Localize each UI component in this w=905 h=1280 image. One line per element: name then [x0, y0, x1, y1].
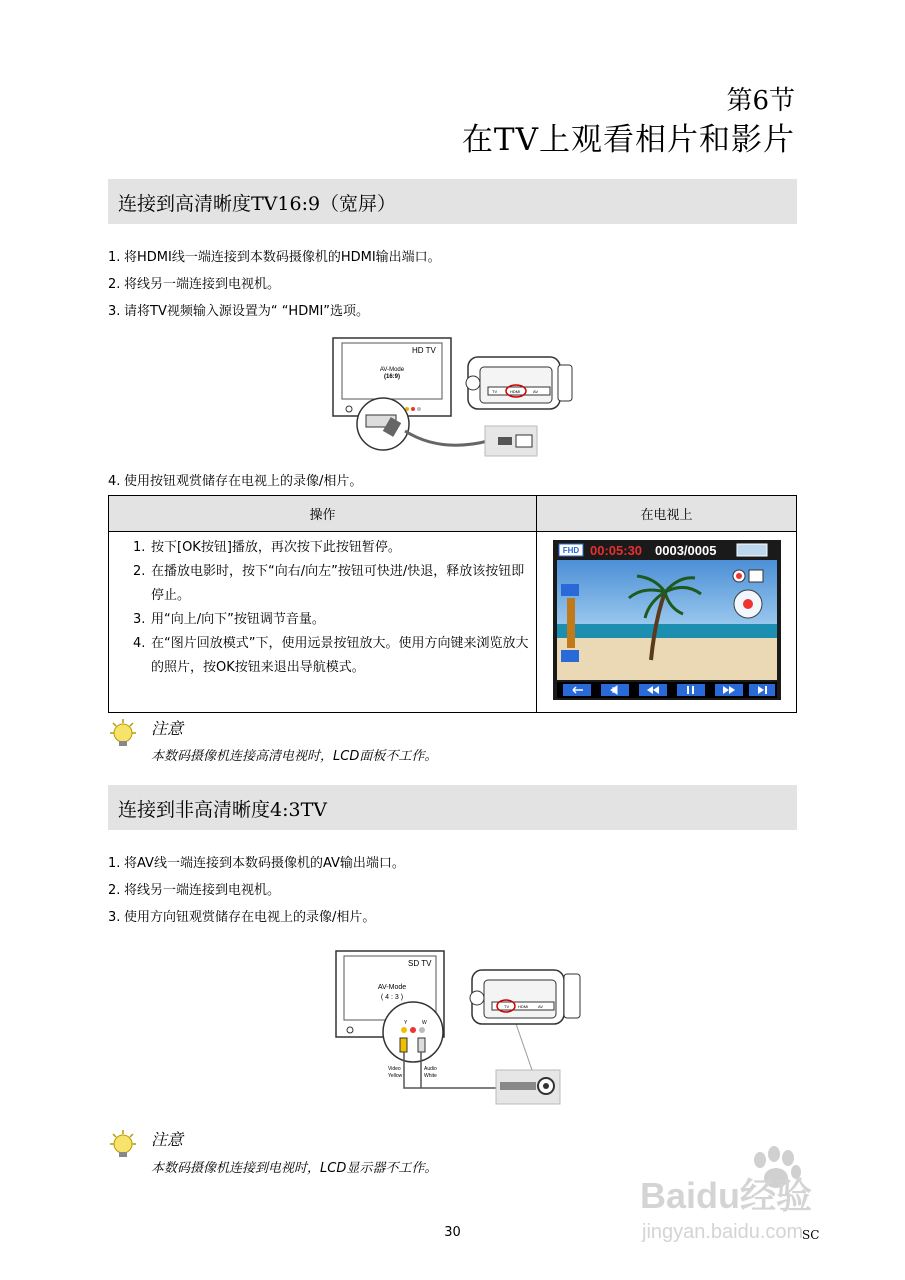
note-text: 本数码摄像机连接高清电视时，LCD面板不工作。 [151, 749, 438, 764]
section-heading-sdtv [108, 785, 797, 830]
step-2: 2. 将线另一端连接到电视机。 [108, 277, 281, 292]
hdmi-connection-diagram [330, 335, 580, 460]
section-title: 连接到非高清晰度4:3TV [118, 799, 327, 821]
step-3: 3. 使用方向钮观赏储存在电视上的录像/相片。 [108, 910, 376, 925]
file-counter: 0003/0005 [654, 543, 716, 558]
av-ratio-text: ( 4 : 3 ) [380, 994, 404, 1001]
svg-text:TV: TV [492, 389, 498, 394]
svg-text:AV: AV [533, 389, 539, 394]
step-4: 4. 使用按钮观赏储存在电视上的录像/相片。 [108, 474, 363, 489]
tv-label: HD TV [412, 346, 436, 355]
svg-text:AV: AV [538, 1004, 544, 1009]
section-heading-hdtv [108, 179, 797, 224]
tv-label: SD TV [408, 959, 432, 968]
col-header-ops: 操作 [109, 496, 537, 532]
note-label: 注意 [151, 719, 184, 738]
step-1: 1. 将AV线一端连接到本数码摄像机的AV输出端口。 [108, 856, 405, 871]
svg-text:Audio: Audio [424, 1066, 437, 1072]
op-item: 2. 在播放电影时，按下“向右/向左”按钮可快进/快退，释放该按钮即停止。 [133, 564, 525, 603]
ops-cell [109, 532, 537, 713]
fhd-badge: FHD [562, 546, 579, 555]
svg-text:Video: Video [388, 1066, 401, 1072]
language-code: SC [802, 1228, 820, 1242]
section-title: 连接到高清晰度TV16:9（宽屏） [118, 193, 397, 215]
note-text: 本数码摄像机连接到电视时，LCD显示器不工作。 [151, 1161, 438, 1176]
playback-screen [553, 540, 781, 700]
step-1: 1. 将HDMI线一端连接到本数码摄像机的HDMI输出端口。 [108, 250, 441, 265]
step-3: 3. 请将TV视频输入源设置为“ “HDMI”选项。 [108, 304, 370, 319]
hdmi-cable [405, 431, 488, 445]
svg-text:Y: Y [404, 1020, 408, 1026]
operations-table [108, 495, 797, 713]
op-item: 1. 按下[OK按钮]播放，再次按下此按钮暂停。 [133, 540, 401, 555]
av-connection-diagram [332, 948, 592, 1108]
watermark-url: jingyan.baidu.com [642, 1221, 804, 1243]
svg-text:Yellow: Yellow [388, 1073, 403, 1079]
lightbulb-icon [106, 1128, 140, 1160]
page-number: 30 [444, 1225, 461, 1240]
svg-text:HDMI: HDMI [510, 389, 521, 394]
svg-text:TV: TV [504, 1004, 510, 1009]
av-ratio-text: (16:9) [383, 374, 401, 380]
step-2: 2. 将线另一端连接到电视机。 [108, 883, 281, 898]
chapter-title: 在TV上观看相片和影片 [461, 122, 795, 158]
watermark-logo: Baidu经验 [640, 1175, 813, 1216]
op-item: 4. 在“图片回放模式”下，使用远景按钮放大。使用方向键来浏览放大的照片，按OK按钮来退出导航模式。 [133, 636, 529, 675]
note-label: 注意 [151, 1130, 184, 1149]
svg-text:W: W [422, 1020, 427, 1026]
lightbulb-icon [106, 717, 140, 749]
av-mode-text: AV-Mode [377, 984, 407, 991]
chapter-number: 第6节 [726, 86, 795, 116]
pause-icon [677, 684, 705, 696]
col-header-tv: 在电视上 [537, 496, 797, 532]
tv-screen-cell [537, 532, 797, 713]
svg-text:HDMI: HDMI [518, 1004, 529, 1009]
svg-text:White: White [424, 1073, 437, 1079]
playback-time: 00:05:30 [589, 543, 642, 558]
op-item: 3. 用“向上/向下”按钮调节音量。 [133, 612, 325, 627]
av-mode-text: AV-Mode [379, 367, 405, 373]
